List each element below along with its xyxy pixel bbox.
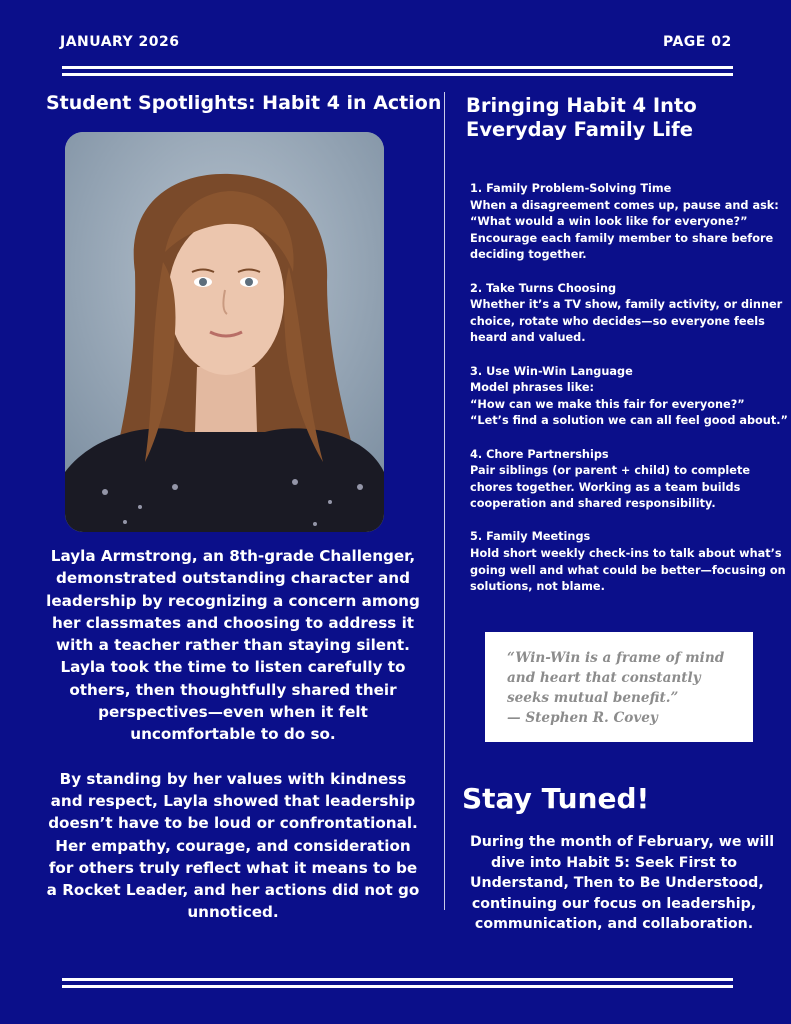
stay-line: communication, and collaboration. [474,916,754,932]
family-habit-title-line-2: Everyday Family Life [466,118,693,141]
spotlight-title: Student Spotlights: Habit 4 in Action [46,92,442,114]
family-tips-list [470,181,788,612]
tip-line: “How can we make this fair for everyone?” [470,397,745,411]
tip-line: Model phrases like: [470,381,595,395]
column-divider [444,92,445,910]
stay-tuned-text [470,832,775,935]
quote-author: — Stephen R. Covey [507,710,658,726]
newsletter-date: JANUARY 2026 [60,34,180,50]
top-rule-1 [62,66,733,69]
tip-line: 1. Family Problem-Solving Time [470,182,672,195]
page-number: PAGE 02 [663,34,732,50]
tip-line: Encourage each family member to share before [470,231,774,245]
tip-line: 2. Take Turns Choosing [470,281,617,295]
stay-tuned-heading: Stay Tuned! [462,782,650,815]
quote-line-2: and heart that constantly [507,670,701,686]
tip-item [470,364,788,430]
tip-line: 3. Use Win-Win Language [470,364,633,378]
tip-line: When a disagreement comes up, pause and ask: [470,198,779,212]
stay-line: During the month of February, we will [470,834,775,850]
quote-line-1: “Win-Win is a frame of mind [507,650,725,666]
tip-line: “What would a win look like for everyone?” [470,215,748,229]
quote-line-3: seeks mutual benefit.” [507,690,679,706]
tip-line: going well and what could be better—focusing on [470,563,786,577]
bottom-rule-1 [62,978,733,981]
tip-line: Whether it’s a TV show, family activity, or dinner [470,298,783,312]
stay-line: dive into Habit 5: Seek First to [490,854,738,871]
top-rule-2 [62,73,733,76]
tip-line: solutions, not blame. [470,580,605,594]
tip-item [470,281,783,347]
tip-item [470,447,770,513]
tip-item [470,529,786,595]
stay-line: Understand, Then to Be Understood, [470,875,764,891]
bottom-rule-2 [62,985,733,988]
story-paragraph-2: By standing by her values with kindness and respect, Layla showed that leadership doesn’t have to be loud or confrontational. Her empathy, courage, and consideration for others truly reflect what it means to be a Rocket Leader, and her actions did not go unnoticed. [46,769,420,922]
family-habit-title-line-1: Bringing Habit 4 Into [466,94,697,117]
tip-line: deciding together. [470,248,587,262]
tip-line: cooperation and shared responsibility. [470,497,716,511]
tip-line: heard and valued. [470,331,586,345]
tip-item [470,181,779,264]
tip-line: choice, rotate who decides—so everyone feels [470,314,765,328]
stay-line: continuing our focus on leadership, [471,895,757,912]
family-habit-title [466,94,766,142]
student-portrait-illustration [65,132,384,532]
tip-line: 4. Chore Partnerships [470,447,609,461]
covey-quote [485,632,753,742]
spotlight-story [46,545,420,924]
tip-line: “Let’s find a solution we can all feel good about.” [470,414,788,428]
student-photo [65,132,384,532]
story-paragraph-1: Layla Armstrong, an 8th-grade Challenger, demonstrated outstanding character and leadership by recognizing a concern among her classmates and choosing to address it with a teacher rather than staying silent. Layla took the time to listen carefully to others, then thoughtfully shared their perspectives—even when it felt uncomfortable to do so. [46,547,420,744]
tip-line: chores together. Working as a team builds [470,480,741,494]
tip-line: Pair siblings (or parent + child) to complete [470,464,751,478]
tip-line: Hold short weekly check-ins to talk about what’s [470,547,782,561]
tip-line: 5. Family Meetings [470,530,591,544]
